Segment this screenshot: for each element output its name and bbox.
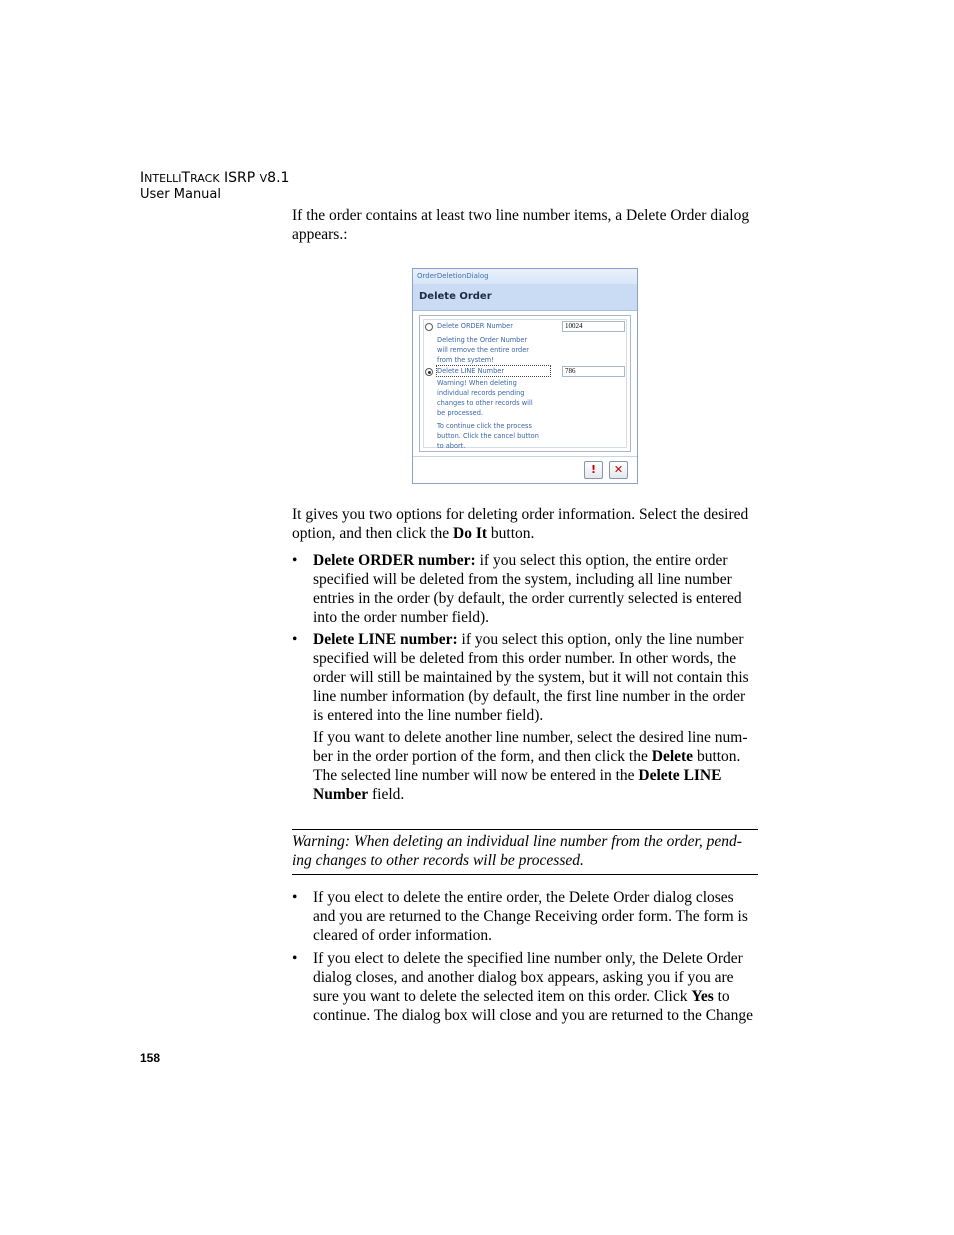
instruction-line: To continue click the process xyxy=(437,422,532,430)
exclamation-icon: ! xyxy=(590,463,597,476)
line-number-field[interactable]: 786 xyxy=(562,366,625,377)
delete-order-label[interactable]: Delete ORDER Number xyxy=(437,322,513,330)
intro-paragraph: If the order contains at least two line number items, a Delete Order dialog appears.: xyxy=(292,207,750,243)
delete-order-radio[interactable] xyxy=(425,323,433,331)
running-header-title xyxy=(140,170,289,186)
order-number-field[interactable]: 10024 xyxy=(562,321,625,332)
bullet-delete-line xyxy=(292,630,758,725)
header-smallcaps: RACK xyxy=(190,172,220,185)
warning-bottom-rule xyxy=(292,874,758,875)
another-line-paragraph xyxy=(313,728,758,804)
bullet-term: Delete LINE number: xyxy=(313,631,458,648)
bullet-icon: • xyxy=(292,552,298,569)
header-text: ISRP xyxy=(219,170,260,186)
header-version: 8.1 xyxy=(267,170,290,186)
warning-note: Warning: When deleting an individual line number from the order, pend-ing changes to other records will be processed. xyxy=(292,833,742,869)
do-it-term: Do It xyxy=(453,525,488,542)
dialog-header: Delete Order xyxy=(413,284,637,311)
dialog-footer-divider xyxy=(413,456,637,457)
bullet-icon: • xyxy=(292,631,298,648)
option2-desc-line: changes to other records will xyxy=(437,399,533,407)
options-text-end: button. xyxy=(487,525,535,542)
close-icon: ✕ xyxy=(613,463,624,476)
bullet-term: Delete ORDER number: xyxy=(313,552,476,569)
delete-term: Delete xyxy=(651,748,694,765)
bullet-text: to continue. The dialog box will close and you are returned to the Change xyxy=(313,988,754,1024)
bullet-delete-order xyxy=(292,551,758,627)
page-number: 158 xyxy=(140,1051,161,1065)
running-header-subtitle: User Manual xyxy=(140,187,222,202)
option1-desc-line: from the system! xyxy=(437,356,494,364)
option1-desc-line: Deleting the Order Number xyxy=(437,336,528,344)
bullet-text: If you elect to delete the specified line number only, the Delete Order dialog closes, and another dialog box appears, asking you if you are sure you want to delete the selected item on this order. Click xyxy=(313,950,743,1005)
paragraph-text: button. The selected line number will now be entered in the xyxy=(313,748,741,784)
bullet-icon: • xyxy=(292,889,298,906)
bullet-text: If you elect to delete the entire order, the Delete Order dialog closes and you are returned to the Change Receiving order form. The form is cleared of order information. xyxy=(313,889,748,944)
options-text: It gives you two options for deleting order information. Select the desired option, and then click the xyxy=(292,506,749,542)
delete-line-radio[interactable] xyxy=(425,368,433,376)
instruction-line: button. Click the cancel button xyxy=(437,432,539,440)
yes-term: Yes xyxy=(691,988,714,1005)
delete-line-number-term: Delete LINE Number xyxy=(313,767,722,803)
bullet-entire-order xyxy=(292,888,758,945)
dialog-window-title: OrderDeletionDialog xyxy=(413,269,637,284)
header-letter: T xyxy=(181,170,191,186)
bullet-icon: • xyxy=(292,950,298,967)
dialog-options-panel xyxy=(419,315,631,452)
header-letter: I xyxy=(140,170,145,186)
delete-line-label[interactable]: Delete LINE Number xyxy=(437,366,550,376)
bullet-line-only xyxy=(292,949,758,1025)
header-smallcaps: NTELLI xyxy=(144,172,182,185)
option1-desc-line: will remove the entire order xyxy=(437,346,529,354)
option2-desc-line: be processed. xyxy=(437,409,484,417)
option2-desc-line: Warning! When deleting xyxy=(437,379,517,387)
do-it-button[interactable] xyxy=(584,461,603,479)
bullet-text: if you select this option, only the line number specified will be deleted from this order number. In other words, the order will still be maintained by the system, but it will not contain this line number information (by default, the first line number in the order is entered into the line number field). xyxy=(313,631,749,724)
paragraph-text: field. xyxy=(368,786,405,803)
delete-order-dialog xyxy=(412,268,638,484)
warning-top-rule xyxy=(292,829,758,830)
instruction-line: to abort. xyxy=(437,442,466,450)
cancel-button[interactable] xyxy=(609,461,628,479)
header-smallcaps: V xyxy=(259,172,268,185)
options-paragraph xyxy=(292,505,758,543)
bullet-text: if you select this option, the entire order specified will be deleted from the system, including all line number entries in the order (by default, the order currently selected is entered into the order number field). xyxy=(313,552,742,626)
option2-desc-line: individual records pending xyxy=(437,389,525,397)
paragraph-text: If you want to delete another line number, select the desired line num-ber in the order portion of the form, and then click the xyxy=(313,729,748,765)
